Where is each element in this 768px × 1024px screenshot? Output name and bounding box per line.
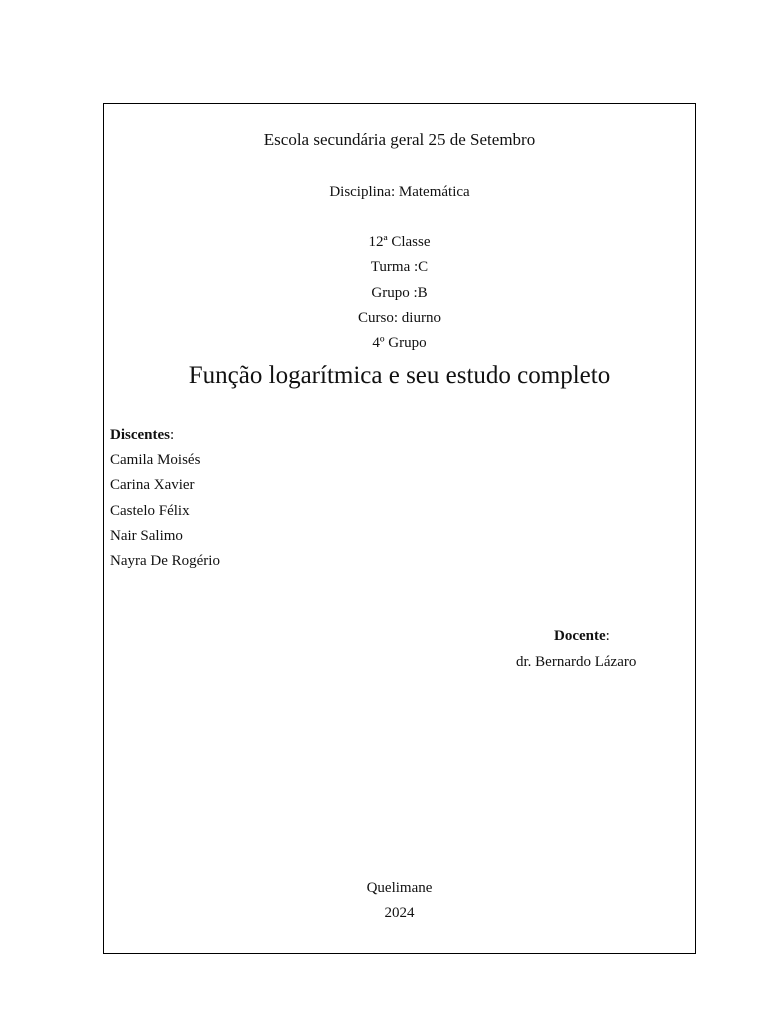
group-number-line: 4º Grupo	[372, 335, 427, 351]
class-line: 12ª Classe	[368, 234, 431, 250]
teacher-label: Docente	[554, 628, 606, 644]
teacher-name: dr. Bernardo Lázaro	[516, 654, 637, 670]
student-name: Camila Moisés	[110, 452, 201, 469]
student-name: Carina Xavier	[110, 477, 195, 494]
student-name: Nair Salimo	[110, 527, 183, 544]
student-name: Castelo Félix	[110, 502, 190, 519]
year: 2024	[384, 905, 415, 921]
turma-line: Turma :C	[370, 259, 429, 275]
teacher-heading	[554, 629, 610, 644]
document-title: Função logarítmica e seu estudo completo	[188, 362, 611, 389]
city: Quelimane	[366, 880, 433, 896]
discipline-line: Disciplina: Matemática	[329, 184, 470, 200]
teacher-label-colon: :	[605, 628, 610, 644]
curso-line: Curso: diurno	[358, 310, 441, 326]
grupo-line: Grupo :B	[371, 285, 428, 301]
students-label-colon: :	[170, 427, 175, 443]
school-name: Escola secundária geral 25 de Setembro	[263, 130, 536, 149]
students-label: Discentes	[110, 427, 170, 443]
students-heading	[110, 428, 220, 453]
student-name: Nayra De Rogério	[110, 552, 220, 569]
students-section	[110, 428, 220, 579]
